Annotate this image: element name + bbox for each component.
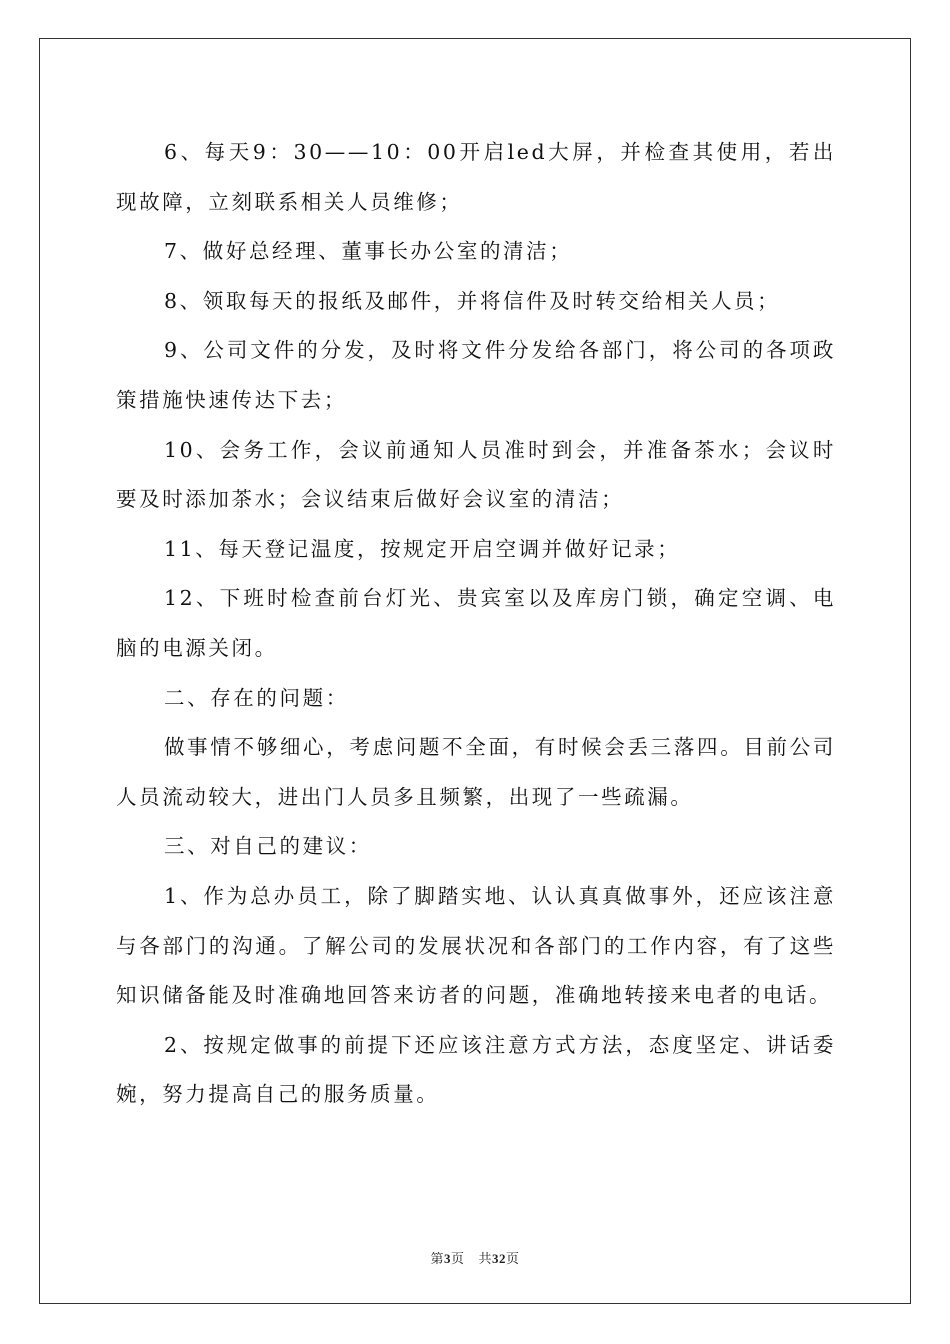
paragraph-item-12: 12、下班时检查前台灯光、贵宾室以及库房门锁，确定空调、电脑的电源关闭。	[116, 586, 836, 660]
paragraph-item-6: 6、每天9：30——10：00开启led大屏，并检查其使用，若出现故障，立刻联系相关人员维修；	[116, 140, 836, 214]
section-heading-problems: 二、存在的问题：	[164, 685, 349, 710]
total-prefix: 共	[478, 1252, 492, 1267]
total-pages: 32	[491, 1251, 506, 1266]
paragraph-suggestion-1: 1、作为总办员工，除了脚踏实地、认认真真做事外，还应该注意与各部门的沟通。了解公司的发展状况和各部门的工作内容，有了这些知识储备能及时准确地回答来访者的问题，准确地转接来电者的电话。	[116, 883, 836, 1008]
paragraph-suggestion-2: 2、按规定做事的前提下还应该注意方式方法，态度坚定、讲话委婉，努力提高自己的服务质量。	[116, 1032, 836, 1107]
page-suffix: 页	[451, 1252, 465, 1267]
section-heading-suggestions: 三、对自己的建议：	[164, 834, 372, 859]
paragraph-item-7: 7、做好总经理、董事长办公室的清洁；	[164, 239, 573, 264]
page-number: 3	[444, 1251, 452, 1266]
paragraph-item-8: 8、领取每天的报纸及邮件，并将信件及时转交给相关人员；	[164, 288, 781, 313]
total-suffix: 页	[505, 1252, 520, 1267]
document-body	[116, 128, 836, 1120]
paragraph-problems: 做事情不够细心，考虑问题不全面，有时候会丢三落四。目前公司人员流动较大，进出门人员多且频繁，出现了一些疏漏。	[116, 735, 836, 809]
paragraph-item-11: 11、每天登记温度，按规定开启空调并做好记录；	[164, 536, 681, 561]
page-footer	[0, 1248, 950, 1267]
paragraph-item-9: 9、公司文件的分发，及时将文件分发给各部门，将公司的各项政策措施快速传达下去；	[116, 338, 836, 412]
paragraph-item-10: 10、会务工作，会议前通知人员准时到会，并准备茶水；会议时要及时添加茶水；会议结束后做好会议室的清洁；	[116, 437, 836, 512]
page-prefix: 第	[430, 1252, 445, 1267]
